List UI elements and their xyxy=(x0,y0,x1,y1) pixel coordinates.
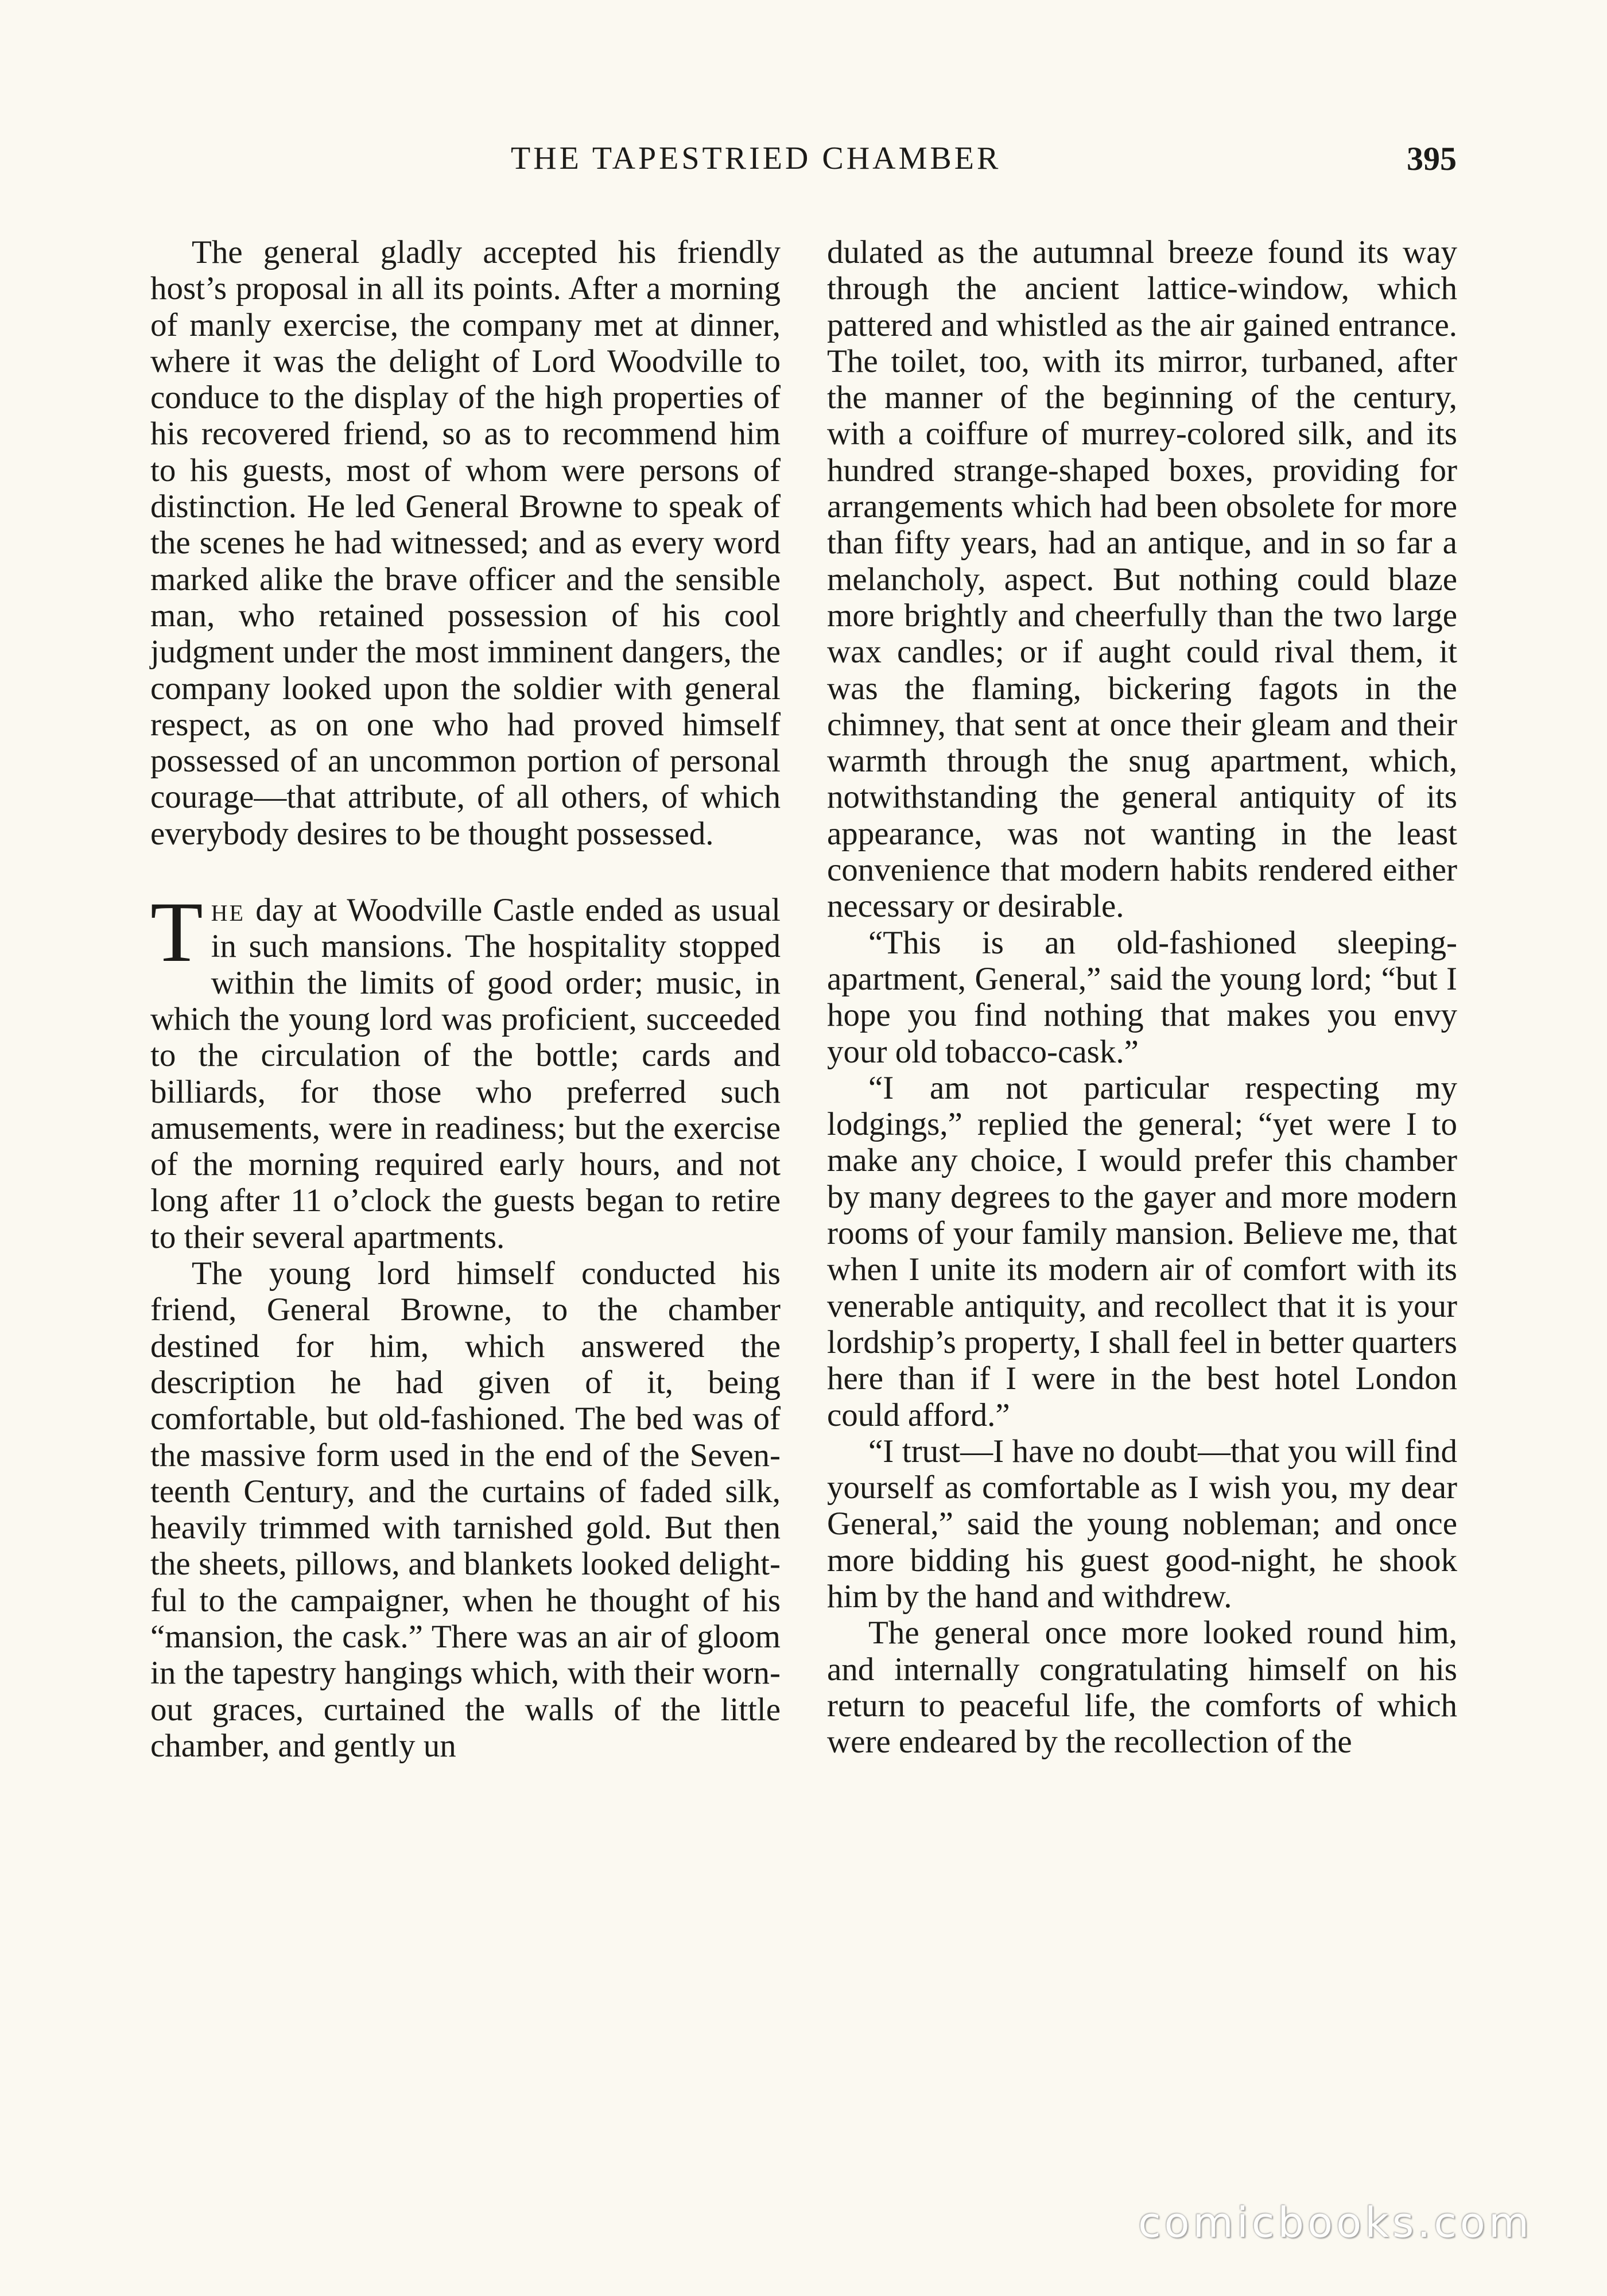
drop-cap-letter: T xyxy=(150,885,203,980)
left-paragraph-2 xyxy=(150,885,781,1255)
small-caps-lead: he xyxy=(211,892,245,929)
left-paragraph-3: The young lord himself conducted his friend, General Browne, to the chamber destined for him, which answered the description he had given of it, being comfortable, but old-fashioned. The bed was of the massive form used in the end of the Seventeenth Century, and the curtains of faded silk, heavily trimmed with tarnished gold. But then the sheets, pillows, and blankets looked delightful to the campaigner, when he thought of his “mansion, the cask.” There was an air of gloom in the tapestry hangings which, with their worn-out graces, curtained the walls of the little chamber, and gently un xyxy=(150,1255,781,1764)
left-paragraph-1: The general gladly accepted his friendly host’s proposal in all its points. After a morning of manly exercise, the company met at dinner, where it was the delight of Lord Woodville to conduce to the display of the high properties of his recovered friend, so as to recommend him to his guests, most of whom were persons of distinction. He led General Browne to speak of the scenes he had witnessed; and as every word marked alike the brave officer and the sensible man, who retained possession of his cool judgment under the most imminent dangers, the company looked upon the soldier with general respect, as on one who had proved himself possessed of an uncommon portion of personal courage—that attribute, of all others, of which everybody desires to be thought possessed. xyxy=(150,234,781,852)
right-paragraph-3: “I am not particular respecting my lodgings,” replied the general; “yet were I to make any choice, I would prefer this chamber by many degrees to the gayer and more modern rooms of your family mansion. Believe me, that when I unite its modern air of comfort with its venerable antiquity, and recollect that it is your lordship’s property, I shall feel in better quarters here than if I were in the best hotel London could afford.” xyxy=(827,1069,1457,1433)
left-column xyxy=(150,234,781,1764)
site-watermark: comicbooks.com xyxy=(1138,2198,1532,2247)
running-header-title: THE TAPESTRIED CHAMBER xyxy=(511,141,1002,176)
right-column xyxy=(827,234,1457,1760)
right-paragraph-5: The general once more looked round him, and internally congratulating himself on his return to peaceful life, the comforts of which were endeared by the recollection of the xyxy=(827,1615,1457,1760)
page-number: 395 xyxy=(1407,140,1457,177)
right-paragraph-2: “This is an old-fashioned sleeping-apartment, General,” said the young lord; “but I hope you find nothing that makes you envy your old tobacco-cask.” xyxy=(827,924,1457,1070)
left-paragraph-2-text: day at Woodville Castle ended as usual in such mansions. The hospitality stopped within the limits of good order; music, in which the young lord was proficient, succeeded to the circulation of the bottle; cards and billiards, for those who preferred such amusements, were in readiness; but the exercise of the morning required early hours, and not long after 11 o’clock the guests began to retire to their several apartments. xyxy=(150,892,781,1255)
right-paragraph-1: dulated as the autumnal breeze found its way through the ancient lattice-window, which pattered and whistled as the air gained entrance. The toilet, too, with its mirror, turbaned, after the manner of the beginning of the century, with a coiffure of murrey-colored silk, and its hundred strange-shaped boxes, providing for arrangements which had been obsolete for more than fifty years, had an antique, and in so far a melancholy, aspect. But nothing could blaze more brightly and cheerfully than the two large wax candles; or if aught could rival them, it was the flaming, bickering fagots in the chimney, that sent at once their gleam and their warmth through the snug apartment, which, notwithstanding the general antiquity of its appearance, was not wanting in the least convenience that modern habits rendered either necessary or desirable. xyxy=(827,234,1457,925)
right-paragraph-4: “I trust—I have no doubt—that you will find yourself as comfortable as I wish you, my dear General,” said the young nobleman; and once more bidding his guest good-night, he shook him by the hand and withdrew. xyxy=(827,1433,1457,1615)
